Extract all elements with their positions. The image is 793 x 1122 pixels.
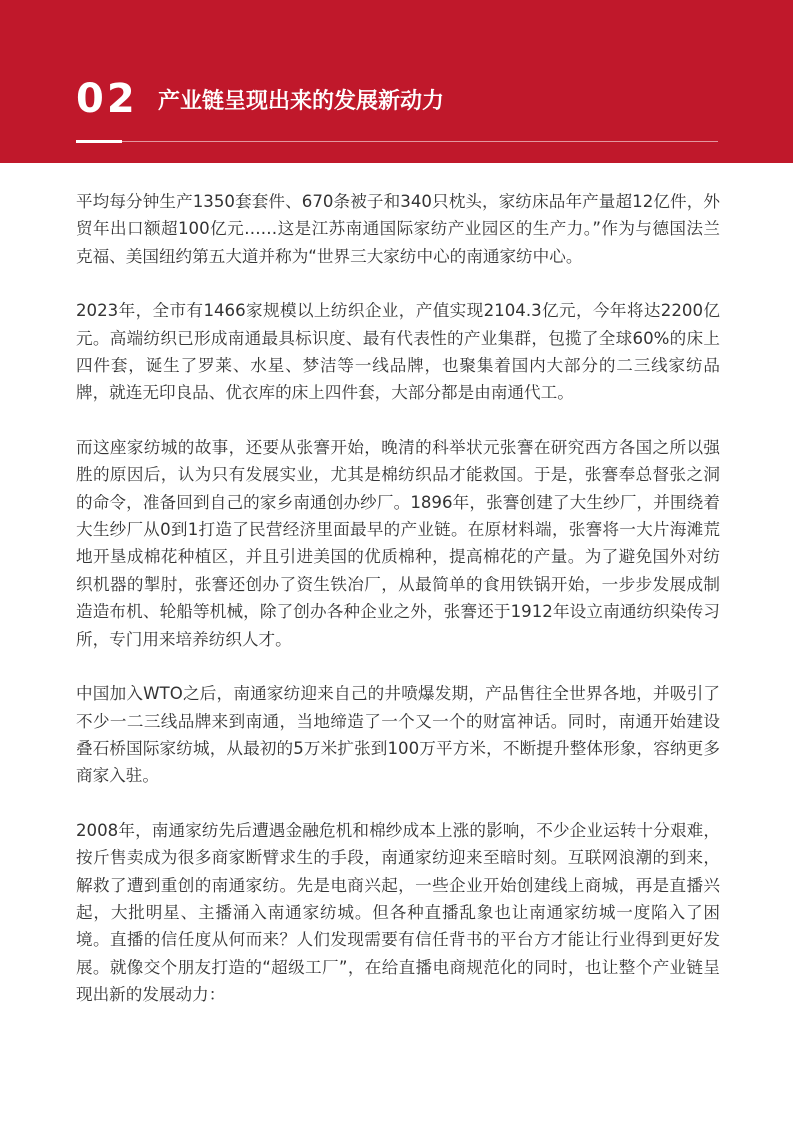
title-divider-accent bbox=[76, 140, 122, 143]
header-band bbox=[0, 0, 793, 163]
paragraph-2: 2023年，全市有1466家规模以上纺织企业，产值实现2104.3亿元，今年将达2200亿元。高端纺织已形成南通最具标识度、最有代表性的产业集群，包揽了全球60%的床上四件套，诞生了罗莱、水星、梦洁等一线品牌，也聚集着国内大部分的二三线家纺品牌，就连无印良品、优衣库的床上四件套，大部分都是由南通代工。 bbox=[76, 301, 720, 403]
section-number: 02 bbox=[76, 76, 138, 122]
paragraph-1: 平均每分钟生产1350套套件、670条被子和340只枕头，家纺床品年产量超12亿件，外贸年出口额超100亿元……这是江苏南通国际家纺产业园区的生产力。”作为与德国法兰克福、美国纽约第五大道并称为“世界三大家纺中心的南通家纺中心。 bbox=[76, 192, 720, 266]
section-title: 产业链呈现出来的发展新动力 bbox=[158, 89, 445, 114]
article-body bbox=[76, 188, 720, 1036]
title-divider bbox=[76, 141, 718, 142]
paragraph-3: 而这座家纺城的故事，还要从张謇开始，晚清的科举状元张謇在研究西方各国之所以强胜的原因后，认为只有发展实业，尤其是棉纺织品才能救国。于是，张謇奉总督张之洞的命令，准备回到自己的家乡南通创办纱厂。1896年，张謇创建了大生纱厂，并围绕着大生纱厂从0到1打造了民营经济里面最早的产业链。在原材料端，张謇将一大片海滩荒地开垦成棉花种植区，并且引进美国的优质棉种，提高棉花的产量。为了避免国外对纺织机器的掣肘，张謇还创办了资生铁冶厂，从最简单的食用铁锅开始，一步步发展成制造造布机、轮船等机械，除了创办各种企业之外，张謇还于1912年设立南通纺织染传习所，专门用来培养纺织人才。 bbox=[76, 437, 720, 649]
paragraph-4: 中国加入WTO之后，南通家纺迎来自己的井喷爆发期，产品售往全世界各地，并吸引了不少一二三线品牌来到南通，当地缔造了一个又一个的财富神话。同时，南通开始建设叠石桥国际家纺城，从最初的5万米扩张到100万平方米，不断提升整体形象，容纳更多商家入驻。 bbox=[76, 684, 720, 786]
paragraph-5: 2008年，南通家纺先后遭遇金融危机和棉纱成本上涨的影响，不少企业运转十分艰难，按斤售卖成为很多商家断臂求生的手段，南通家纺迎来至暗时刻。互联网浪潮的到来，解救了遭到重创的南通家纺。先是电商兴起，一些企业开始创建线上商城，再是直播兴起，大批明星、主播涌入南通家纺城。但各种直播乱象也让南通家纺城一度陷入了困境。直播的信任度从何而来？人们发现需要有信任背书的平台方才能让行业得到更好发展。就像交个朋友打造的“超级工厂”，在给直播电商规范化的同时，也让整个产业链呈现出新的发展动力： bbox=[76, 820, 720, 1005]
